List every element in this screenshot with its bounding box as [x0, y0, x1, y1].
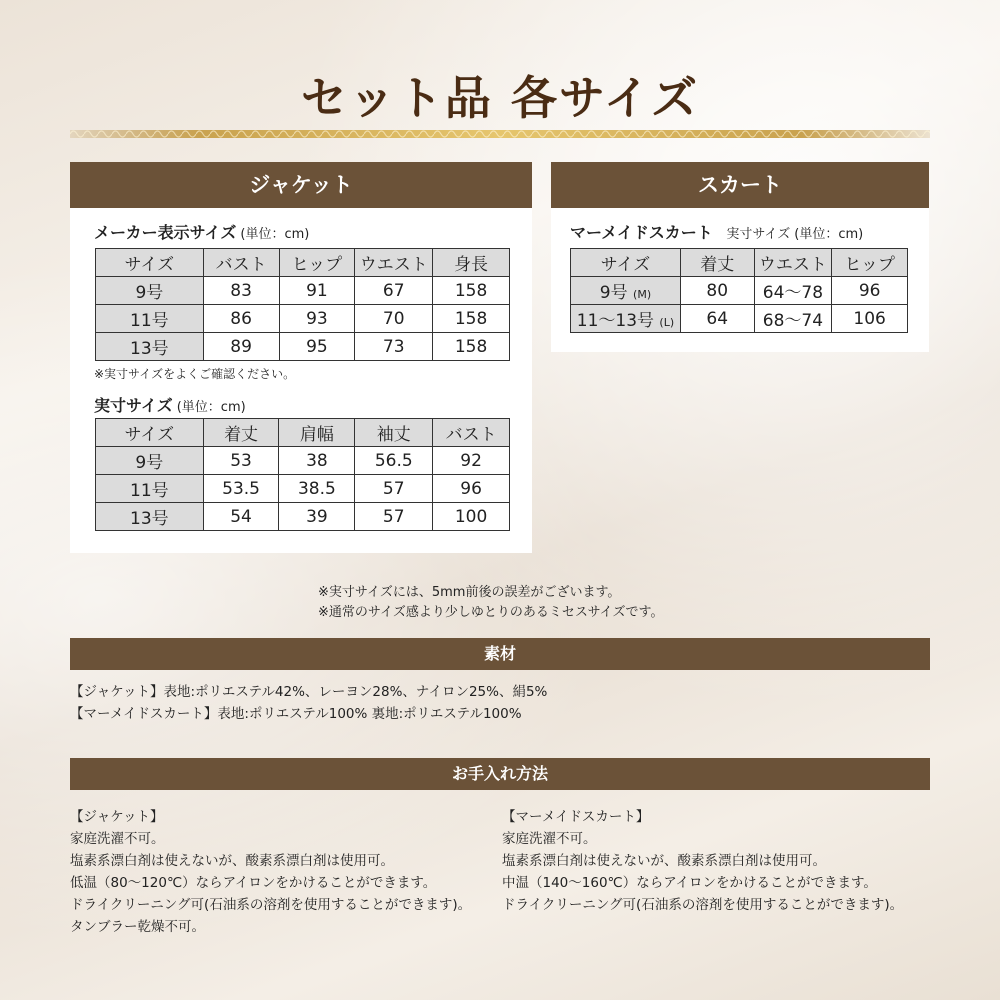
table-row	[571, 305, 908, 333]
table-header-row	[96, 249, 510, 277]
column-header: サイズ	[571, 249, 681, 277]
value-cell: 39	[279, 503, 355, 531]
page-title: セット品 各サイズ	[300, 71, 700, 125]
value-cell: 53.5	[203, 475, 279, 503]
jacket-panel	[70, 162, 532, 553]
care-right-line: 塩素系漂白剤は使えないが、酸素系漂白剤は使用可。	[502, 853, 826, 869]
value-cell: 100	[433, 503, 510, 531]
size-note: ※実寸サイズには、5mm前後の誤差がございます。	[318, 585, 621, 600]
value-cell: 38	[279, 447, 355, 475]
care-left-line: 塩素系漂白剤は使えないが、酸素系漂白剤は使用可。	[70, 853, 394, 869]
value-cell: 56.5	[355, 447, 433, 475]
column-header: 身長	[433, 249, 510, 277]
column-header: 肩幅	[279, 419, 355, 447]
column-header: 袖丈	[355, 419, 433, 447]
value-cell: 158	[433, 333, 510, 361]
care-right-line: 【マーメイドスカート】	[502, 809, 650, 825]
table-row	[96, 305, 510, 333]
value-cell: 54	[203, 503, 279, 531]
value-cell: 67	[355, 277, 433, 305]
value-cell: 158	[433, 305, 510, 333]
material-header: 素材	[70, 638, 930, 670]
size-cell: 11号	[96, 475, 204, 503]
column-header: 着丈	[203, 419, 279, 447]
care-left-line: 低温（80〜120℃）ならアイロンをかけることができます。	[70, 875, 437, 891]
value-cell: 89	[203, 333, 279, 361]
value-cell: 86	[203, 305, 279, 333]
value-cell: 70	[355, 305, 433, 333]
jacket-maker-table	[95, 248, 510, 361]
jacket-maker-note: ※実寸サイズをよくご確認ください。	[94, 367, 296, 381]
table-row	[96, 333, 510, 361]
gold-divider	[70, 128, 930, 140]
column-header: 着丈	[680, 249, 754, 277]
column-header: バスト	[433, 419, 510, 447]
table-header-row	[571, 249, 908, 277]
value-cell: 38.5	[279, 475, 355, 503]
skirt-panel	[551, 162, 929, 352]
table-row	[96, 475, 510, 503]
skirt-header: スカート	[551, 162, 929, 208]
size-cell: 9号	[96, 447, 204, 475]
table-header-row	[96, 419, 510, 447]
skirt-table	[570, 248, 908, 333]
care-left-line: タンブラー乾燥不可。	[70, 919, 205, 935]
size-cell: 13号	[96, 503, 204, 531]
material-line: 【マーメイドスカート】表地:ポリエステル100% 裏地:ポリエステル100%	[70, 706, 522, 722]
value-cell: 64	[680, 305, 754, 333]
value-cell: 91	[279, 277, 355, 305]
column-header: ウエスト	[754, 249, 832, 277]
column-header: ウエスト	[355, 249, 433, 277]
value-cell: 95	[279, 333, 355, 361]
size-cell: 9号 (M)	[571, 277, 681, 305]
value-cell: 158	[433, 277, 510, 305]
value-cell: 106	[832, 305, 908, 333]
column-header: バスト	[203, 249, 279, 277]
material-line: 【ジャケット】表地:ポリエステル42%、レーヨン28%、ナイロン25%、絹5%	[70, 684, 548, 700]
size-cell: 13号	[96, 333, 204, 361]
value-cell: 80	[680, 277, 754, 305]
table-row	[96, 503, 510, 531]
jacket-maker-label: メーカー表示サイズ (単位：cm)	[94, 223, 310, 242]
column-header: ヒップ	[832, 249, 908, 277]
care-right-line: ドライクリーニング可(石油系の溶剤を使用することができます)。	[502, 897, 904, 913]
size-cell: 11〜13号 (L)	[571, 305, 681, 333]
care-left-line: ドライクリーニング可(石油系の溶剤を使用することができます)。	[70, 897, 472, 913]
jacket-header: ジャケット	[70, 162, 532, 208]
value-cell: 73	[355, 333, 433, 361]
column-header: サイズ	[96, 419, 204, 447]
care-right-line: 中温（140〜160℃）ならアイロンをかけることができます。	[502, 875, 877, 891]
value-cell: 53	[203, 447, 279, 475]
value-cell: 96	[433, 475, 510, 503]
value-cell: 92	[433, 447, 510, 475]
table-row	[571, 277, 908, 305]
table-row	[96, 447, 510, 475]
size-cell: 11号	[96, 305, 204, 333]
value-cell: 83	[203, 277, 279, 305]
column-header: サイズ	[96, 249, 204, 277]
value-cell: 64〜78	[754, 277, 832, 305]
skirt-label: マーメイドスカート 実寸サイズ (単位：cm)	[570, 223, 864, 242]
table-row	[96, 277, 510, 305]
jacket-actual-label: 実寸サイズ (単位：cm)	[94, 396, 246, 415]
value-cell: 57	[355, 475, 433, 503]
care-left-line: 家庭洗濯不可。	[70, 831, 165, 847]
value-cell: 57	[355, 503, 433, 531]
column-header: ヒップ	[279, 249, 355, 277]
value-cell: 96	[832, 277, 908, 305]
care-right-line: 家庭洗濯不可。	[502, 831, 597, 847]
jacket-actual-table	[95, 418, 510, 531]
value-cell: 68〜74	[754, 305, 832, 333]
care-left-line: 【ジャケット】	[70, 809, 164, 825]
size-cell: 9号	[96, 277, 204, 305]
value-cell: 93	[279, 305, 355, 333]
size-note: ※通常のサイズ感より少しゆとりのあるミセスサイズです。	[318, 605, 664, 620]
care-header: お手入れ方法	[70, 758, 930, 790]
